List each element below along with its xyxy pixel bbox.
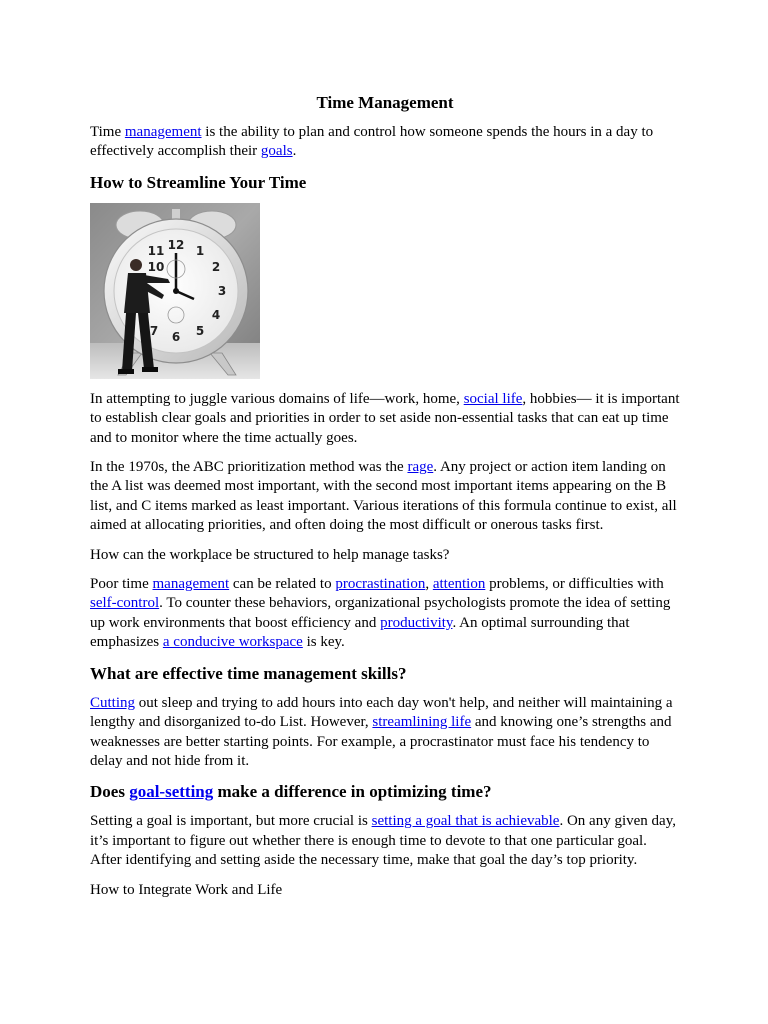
text-run: out sleep and trying to add hours into each day won't help, and neither will maintaining a lengthy and disorganized to-do List. However, [90, 694, 673, 731]
text-run: and knowing one’s strengths and weaknesses are better starting points. For example, a procrastinator must face his tendency to delay and not hide from it. [90, 714, 672, 769]
link-management-2[interactable]: management [152, 576, 230, 593]
text-run: can be related to [229, 576, 336, 593]
text-run: , hobbies— it is important to establish clear goals and priorities in order to set aside non-essential tasks that can eat up time and to monitor where the time actually goes. [90, 390, 680, 446]
svg-text:7: 7 [149, 323, 159, 338]
link-attention[interactable]: attention [432, 576, 486, 593]
svg-text:10: 10 [147, 259, 165, 274]
text-run: In the 1970s, the ABC prioritization method was the [90, 459, 408, 476]
text-run: Poor time [90, 576, 153, 593]
link-social-life[interactable]: social life [463, 390, 523, 407]
link-procrastination[interactable]: procrastination [335, 576, 426, 593]
text-run: problems, or difficulties with [485, 576, 664, 593]
paragraph-cutting [90, 694, 680, 772]
text-run: make a difference in optimizing time? [213, 782, 492, 802]
heading-streamline: How to Streamline Your Time [90, 172, 307, 192]
text-run: In attempting to juggle various domains of life—work, home, [90, 390, 464, 407]
text-run: . On any given day, it’s important to figure out whether there is enough time to devote to that one particular goal. After identifying and setting aside the necessary time, make that goal the day’s top priority. [90, 813, 676, 869]
svg-text:1: 1 [195, 243, 205, 258]
text-run: . [292, 143, 297, 160]
svg-text:11: 11 [147, 243, 165, 258]
text-run: . An optimal surrounding that emphasizes [90, 614, 630, 651]
svg-text:3: 3 [217, 283, 227, 298]
svg-text:6: 6 [171, 329, 181, 344]
text-run: . To counter these behaviors, organizational psychologists promote the idea of setting up work environments that boost efficiency and [90, 595, 671, 631]
text-run: Does [90, 782, 130, 802]
text-run: , [425, 576, 433, 593]
text-run: is the ability to plan and control how someone spends the hours in a day to effectively accomplish their [90, 124, 654, 160]
clock-with-businessman-illustration [90, 203, 260, 379]
link-streamlining-life[interactable]: streamlining life [372, 714, 472, 731]
link-rage[interactable]: rage [407, 459, 434, 476]
link-self-control[interactable]: self-control [90, 595, 160, 612]
paragraph-integrate: How to Integrate Work and Life [90, 881, 283, 898]
svg-text:5: 5 [195, 323, 205, 338]
link-achievable-goal[interactable]: setting a goal that is achievable [371, 813, 560, 830]
text-run: Setting a goal is important, but more crucial is [90, 813, 372, 830]
text-run: . Any project or action item landing on the A list was deemed most important, with the second most important items appearing on the B list, and C items marked as least important. Various iterations of this formula continue to exist, all aimed at allocating priorities, and often doing the most difficult or onerous tasks first. [90, 459, 677, 534]
text-run: Time [90, 124, 125, 140]
svg-text:4: 4 [211, 307, 221, 322]
paragraph-juggle [90, 390, 680, 448]
paragraph-workplace-question: How can the workplace be structured to help manage tasks? [90, 546, 450, 563]
heading-skills: What are effective time management skills? [90, 663, 407, 683]
heading-goal-setting [90, 781, 680, 803]
svg-text:2: 2 [211, 259, 221, 274]
link-productivity[interactable]: productivity [380, 614, 453, 631]
link-management[interactable]: management [124, 124, 202, 140]
link-goal-setting[interactable]: goal-setting [129, 782, 214, 802]
paragraph-setting-goal [90, 812, 680, 870]
page-title: Time Management [316, 93, 454, 112]
paragraph-poor-management [90, 575, 680, 653]
link-goals[interactable]: goals [260, 143, 293, 160]
link-cutting[interactable]: Cutting [90, 694, 136, 711]
intro-paragraph [90, 123, 680, 162]
article [90, 92, 680, 910]
text-run: is key. [302, 634, 345, 651]
paragraph-abc [90, 458, 680, 536]
svg-text:12: 12 [167, 237, 185, 252]
link-conducive-workspace[interactable]: a conducive workspace [162, 634, 303, 651]
